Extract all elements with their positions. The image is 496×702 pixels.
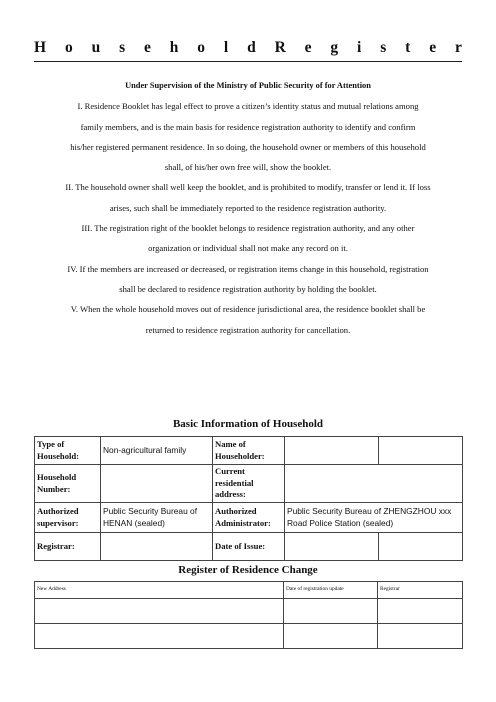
title-letter: e [304,39,312,56]
row-registrar [35,533,463,561]
residence-change-table [34,581,463,649]
number-value [101,465,213,503]
title-rule [34,61,462,62]
title-letter: i [357,39,362,56]
issue-value [285,533,379,561]
title-letter: d [247,39,256,56]
title-letter: s [119,39,126,56]
change-date-cell [284,599,378,624]
change-address-cell [35,624,284,649]
administrator-value: Public Security Bureau of ZHENGZHOU xxx Road Police Station (sealed) [285,503,463,533]
administrator-label: Authorized Administrator: [213,503,285,533]
change-registrar-cell [378,624,463,649]
notice-line: IV. If the members are increased or decreased, or registration items change in this household, registration [67,263,429,274]
change-row [35,624,463,649]
supervision-line: Under Supervision of the Ministry of Public Security of for Attention [125,81,371,90]
issue-label: Date of Issue: [213,533,285,561]
notice-line: family members, and is the main basis for residence registration authority to identify and confirm [80,121,416,132]
supervisor-value: Public Security Bureau of HENAN (sealed) [101,503,213,533]
title-letter: e [143,39,151,56]
row-type [35,437,463,465]
change-row [35,599,463,624]
type-label: Type of Household: [35,437,101,465]
page-title [34,36,462,60]
notice-line: his/her registered permanent residence. In so doing, the household owner or members of this household [70,141,426,152]
title-letter: s [380,39,387,56]
title-letter: t [405,39,411,56]
notice-line: shall be declared to residence registration authority by holding the booklet. [119,283,377,294]
type-value: Non-agricultural family [101,437,213,465]
notice-line: organization or individual shall not make any record on it. [148,243,348,254]
col-registrar: Registrar [378,582,463,599]
title-letter: o [64,39,73,56]
notice-line: arises, such shall be immediately reported to the residence registration authority. [109,202,387,213]
change-header-row [35,582,463,599]
address-value [285,465,463,503]
notice-line: shall, of his/her own free will, show the booklet. [164,162,332,173]
change-registrar-cell [378,599,463,624]
title-letter: H [34,39,47,56]
number-label: Household Number: [35,465,101,503]
address-label: Current residential address: [213,465,285,503]
notice-block [34,76,462,340]
title-letter: h [169,39,179,56]
col-update-date: Date of registration update [284,582,378,599]
notice-line: II. The household owner shall well keep the booklet, and is prohibited to modify, transfer or lend it. If loss [65,182,431,193]
householder-value [285,437,379,465]
registrar-value [101,533,213,561]
notice-line: I. Residence Booklet has legal effect to prove a citizen’s identity status and mutual relations among [77,101,419,112]
change-address-cell [35,599,284,624]
title-letter: e [429,39,437,56]
supervisor-label: Authorized supervisor: [35,503,101,533]
title-letter: u [91,39,101,56]
issue-extra [379,533,463,561]
row-authority [35,503,463,533]
title-letter: g [330,39,339,56]
title-letter: R [274,39,286,56]
row-number [35,465,463,503]
residence-change-heading: Register of Residence Change [178,564,318,576]
basic-info-table [34,436,463,561]
title-letter: l [223,39,229,56]
change-date-cell [284,624,378,649]
registrar-label: Registrar: [35,533,101,561]
basic-info-heading: Basic Information of Household [172,418,324,430]
title-letter: r [454,39,462,56]
notice-lines [34,96,462,340]
notice-line: returned to residence registration authority for cancellation. [145,324,351,335]
notice-line: V. When the whole household moves out of residence jurisdictional area, the residence booklet shall be [70,304,426,315]
col-new-address: New Address [35,582,284,599]
householder-label: Name of Householder: [213,437,285,465]
householder-extra [379,437,463,465]
notice-line: III. The registration right of the booklet belongs to residence registration authority, and any other [81,223,415,234]
title-letter: o [197,39,205,56]
